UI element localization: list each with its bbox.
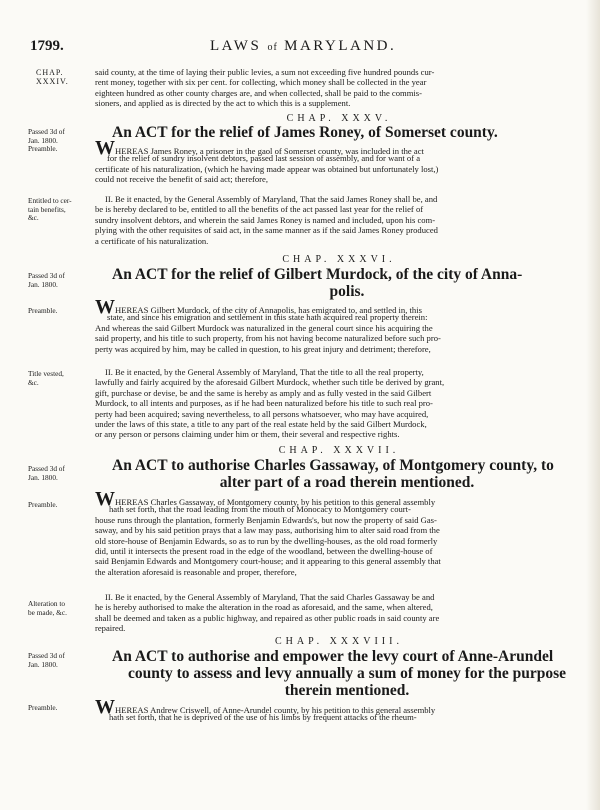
text-line: eighteen hundred as other county charges are, and when collected, shall be paid to the commis- (95, 87, 423, 98)
running-title-state: MARYLAND. (284, 38, 397, 54)
title-line: county to assess and levy annually a sum of money for the purpose (127, 665, 567, 682)
chapter-heading-xxxv: CHAP. XXXV. (286, 113, 392, 124)
top-continuation (95, 67, 583, 109)
enact-note-xxxvi (28, 370, 90, 387)
passed-note-xxxvi (28, 272, 90, 289)
text-line: under the laws of this state, a title to any part of the real estate held by the said Gilbert Murdock, (95, 418, 427, 429)
margin-line: Passed 3d of (28, 651, 65, 660)
margin-line: &c. (28, 377, 39, 387)
text-line: be is hereby declared to be, entitled to all the benefits of the act passed last year for the relief of (95, 204, 424, 215)
text-line: II. Be it enacted, by the General Assembly of Maryland, That the said James Roney shall be, and (105, 194, 438, 204)
act-title-xxxviii (112, 648, 582, 699)
preamble-label-xxxvii: Preamble. (28, 500, 58, 509)
text-line: gift, purchase or devise, be and the same is hereby as amply and as fully vested in the said Gilbert (95, 387, 432, 398)
act-title-xxxvi (112, 266, 582, 300)
text-line: shall be deemed and taken as a public highway, and repaired as other public roads in said county are (95, 612, 440, 623)
text-line: lawfully and fairly acquired by the aforesaid Gilbert Murdock, whether such title be derived by grant, (95, 377, 445, 388)
margin-line: Title vested, (28, 369, 64, 378)
dropcap-w: W (95, 488, 115, 510)
preamble-xxxvi (95, 296, 583, 354)
dropcap-w: W (95, 137, 115, 159)
text-line: hath set forth, that the road leading from the mouth of Monocacy to Montgomery court- (109, 504, 411, 515)
title-line: An ACT to authorise Charles Gassaway, of Montgomery county, to (112, 457, 554, 474)
text-line: WHEREAS James Roney, a prisoner in the gaol of Somerset county, was included in the act (95, 137, 424, 159)
text-line: Murdock, to all intents and purposes, as if he had been naturalized before his title to such real pro- (95, 398, 433, 409)
act-title-xxxv (112, 124, 582, 141)
margin-line: Passed 3d of (28, 464, 65, 473)
running-title-laws: LAWS (210, 38, 262, 54)
text-line: certificate of his naturalization, (which he having made appear was obtained but unfortunately lost,) (95, 163, 439, 174)
text-line: could not receive the benefit of said act; therefore, (95, 174, 268, 185)
margin-line: Entitled to cer- (28, 196, 72, 205)
enactment-xxxv (95, 194, 583, 246)
chapter-heading-xxxviii: CHAP. XXXVIII. (275, 636, 403, 647)
dropcap-w: W (95, 696, 115, 718)
enactment-xxxvii (95, 592, 583, 634)
text-line: said county, at the time of laying their public levies, a sum not exceeding five hundred pounds cur- (95, 67, 435, 77)
passed-note-xxxviii (28, 652, 90, 669)
text-line: plying with the other requisites of said act, in the same manner as if the said James Roney produced (95, 225, 438, 236)
enactment-xxxvi (95, 367, 583, 440)
text-line: house runs through the plantation, formerly Benjamin Edwards's, but now the property of said Gas- (95, 514, 437, 525)
page-year: 1799. (30, 38, 64, 54)
passed-note-xxxv (28, 128, 90, 154)
text-line: And whereas the said Gilbert Murdock was naturalized in the general court since his acquiring the (95, 322, 433, 333)
text-line: old store-house of Benjamin Edwards, so as to run by the dwelling-houses, as the old road formerly (95, 535, 438, 546)
act-title-xxxvii (112, 457, 582, 491)
running-title-of: of (267, 42, 278, 53)
text-line: II. Be it enacted, by the General Assembly of Maryland, That the said Charles Gassaway be and (105, 592, 435, 602)
running-title (210, 38, 396, 55)
passed-note-xxxvii (28, 465, 90, 482)
preamble-xxxvii (95, 488, 583, 577)
text-line: hath set forth, that he is deprived of the use of his limbs by frequent attacks of the rheum- (109, 712, 417, 723)
title-line: An ACT for the relief of James Roney, of Somerset county. (112, 124, 498, 141)
title-line: alter part of a road therein mentioned. (219, 474, 475, 491)
preamble-label-xxxvi: Preamble. (28, 306, 58, 315)
text-line: perty was acquired by him, may be called in question, to his great injury and detriment; therefore, (95, 343, 431, 354)
margin-line: &c. (28, 213, 39, 222)
chapter-heading-xxxvii: CHAP. XXXVII. (278, 445, 400, 456)
text-line: a certificate of his naturalization. (95, 235, 209, 246)
scan-edge (586, 0, 600, 810)
title-line: An ACT for the relief of Gilbert Murdock, of the city of Anna- (112, 266, 523, 283)
margin-line: be made, &c. (28, 607, 67, 617)
preamble-xxxv (95, 137, 583, 185)
chapter-heading-xxxvi: CHAP. XXXVI. (282, 254, 396, 265)
text-line: repaired. (95, 623, 126, 634)
text-line: sundry insolvent debtors, and wherein the said James Roney is named and included, upon his com- (95, 214, 436, 225)
text-line: said property, and his title to such property, from his not having become naturalized before such pro- (95, 333, 441, 344)
margin-line: Passed 3d of (28, 127, 65, 136)
margin-line: Jan. 1800. (28, 472, 58, 482)
text-line: sioners, and applied as is directed by the act to which this is a supplement. (95, 98, 351, 109)
text-line: saway, and by his said petition prays that a law may pass, authorising him to alter said road from the (95, 525, 440, 536)
margin-line: Passed 3d of (28, 271, 65, 280)
dropcap-w: W (95, 296, 115, 318)
enact-note-xxxvii (28, 600, 90, 617)
margin-line: Jan. 1800. (28, 279, 58, 289)
text-line: rent money, together with six per cent. for collecting, which money shall be collected in the year (95, 77, 427, 88)
text-line: for the relief of sundry insolvent debtors, passed last session of assembly, and for want of a (107, 153, 421, 164)
text-line: he is hereby authorised to make the alteration in the road as aforesaid, and the same, when altered, (95, 602, 433, 613)
text-line: WHEREAS Gilbert Murdock, of the city of Annapolis, has emigrated to, and settled in, this (95, 296, 422, 318)
margin-line: Alteration to (28, 599, 66, 608)
text-line: WHEREAS Charles Gassaway, of Montgomery county, by his petition to this general assembly (95, 488, 436, 510)
text-line: did, until it intersects the present road in the edge of the woodland, between the dwelling-house of (95, 545, 433, 556)
enact-note-xxxv (28, 197, 90, 223)
text-line: the alteration aforesaid is reasonable and proper, therefore, (95, 566, 297, 577)
margin-line: Jan. 1800. (28, 135, 58, 145)
preamble-label-xxxviii: Preamble. (28, 703, 58, 712)
title-line: polis. (329, 283, 365, 300)
text-line: or any person or persons claiming under him or them, their several and respective rights. (95, 429, 400, 440)
page-header (30, 38, 582, 58)
title-line: An ACT to authorise and empower the levy court of Anne-Arundel (112, 648, 554, 665)
text-line: II. Be it enacted, by the General Assembly of Maryland, That the title to all the real property, (105, 367, 424, 377)
preamble-label: Preamble. (28, 144, 58, 153)
margin-chap: CHAP. (36, 68, 64, 77)
margin-line: tain benefits, (28, 204, 66, 214)
margin-line: Jan. 1800. (28, 659, 58, 669)
margin-chap-num: XXXIV. (36, 77, 69, 86)
text-line: state, and since his emigration and settlement in this state hath acquired real property therein: (107, 312, 428, 323)
preamble-xxxviii (95, 696, 583, 723)
text-line: WHEREAS Andrew Criswell, of Anne-Arundel county, by his petition to this general assembly (95, 696, 436, 718)
text-line: said Benjamin Edwards and Montgomery court-house; and it appearing to this general assembly that (95, 556, 441, 567)
chap-xxxiv-margin (36, 68, 69, 86)
text-line: perty had been acquired; saving nevertheless, to all persons whatsoever, who may have acquired, (95, 408, 429, 419)
title-line: therein mentioned. (284, 682, 410, 699)
